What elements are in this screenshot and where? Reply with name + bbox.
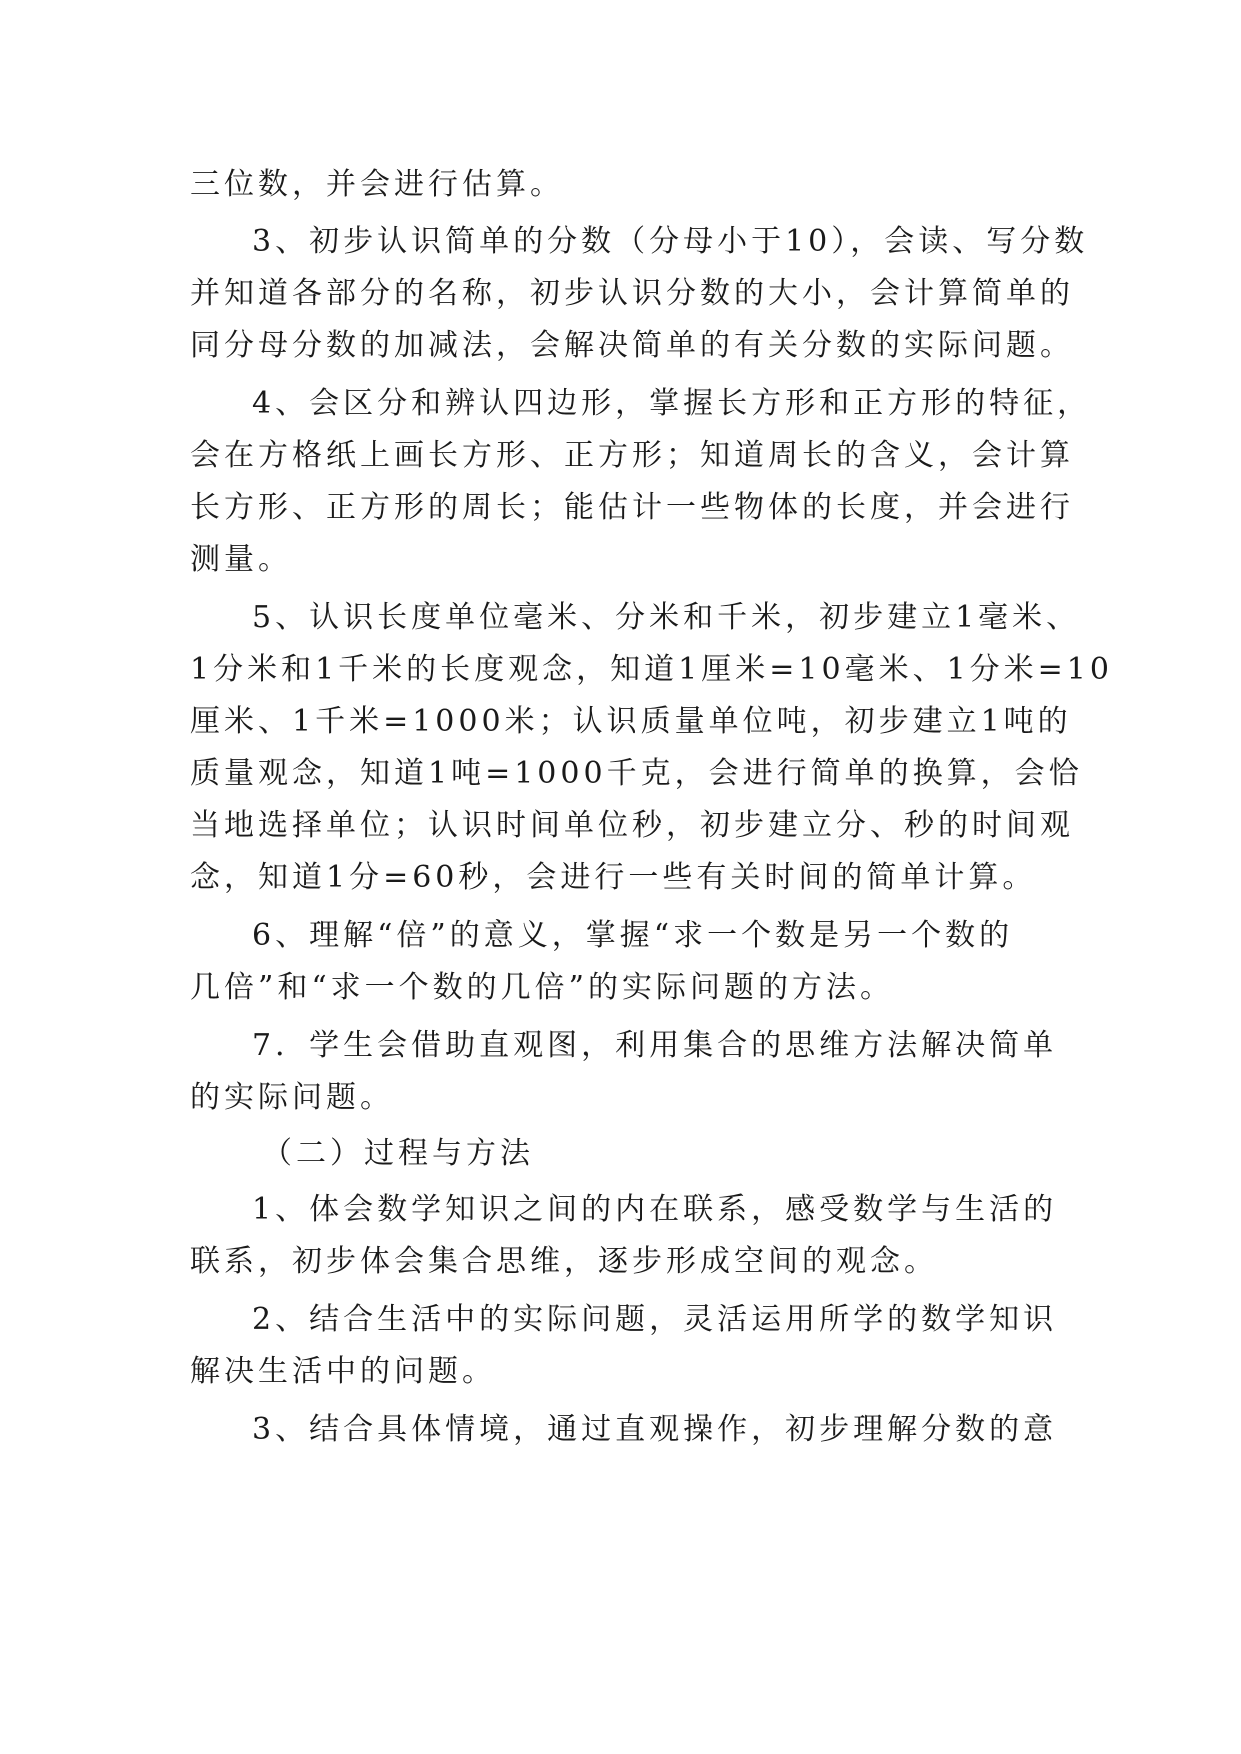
text-line: 5、认识长度单位毫米、分米和千米，初步建立1毫米、: [252, 600, 1081, 635]
text-line: 的实际问题。: [190, 1080, 394, 1115]
text-line: 三位数，并会进行估算。: [190, 167, 564, 202]
text-line: 解决生活中的问题。: [190, 1354, 496, 1389]
text-line: 质量观念，知道1吨=1000千克，会进行简单的换算，会恰: [190, 756, 1083, 791]
text-line: 1、体会数学知识之间的内在联系，感受数学与生活的: [252, 1192, 1058, 1227]
text-line: 7．学生会借助直观图，利用集合的思维方法解决简单: [252, 1028, 1058, 1063]
text-line: 当地选择单位；认识时间单位秒，初步建立分、秒的时间观: [190, 808, 1074, 843]
text-line: 几倍”和“求一个数的几倍”的实际问题的方法。: [190, 970, 895, 1005]
text-line: 3、结合具体情境，通过直观操作，初步理解分数的意: [252, 1412, 1058, 1447]
text-line: 4、会区分和辨认四边形，掌握长方形和正方形的特征，: [252, 386, 1092, 421]
text-line: 联系，初步体会集合思维，逐步形成空间的观念。: [190, 1244, 938, 1279]
text-line: 2、结合生活中的实际问题，灵活运用所学的数学知识: [252, 1302, 1058, 1337]
section-heading: （二）过程与方法: [262, 1136, 534, 1171]
text-line: 会在方格纸上画长方形、正方形；知道周长的含义，会计算: [190, 438, 1074, 473]
text-line: 厘米、1千米=1000米；认识质量单位吨，初步建立1吨的: [190, 704, 1072, 739]
text-line: 并知道各部分的名称，初步认识分数的大小，会计算简单的: [190, 276, 1074, 311]
text-line: 念，知道1分=60秒，会进行一些有关时间的简单计算。: [190, 860, 1037, 895]
text-line: 3、初步认识简单的分数（分母小于10），会读、写分数: [252, 224, 1089, 259]
text-line: 测量。: [190, 542, 292, 577]
text-line: 同分母分数的加减法，会解决简单的有关分数的实际问题。: [190, 328, 1074, 363]
text-line: 6、理解“倍”的意义，掌握“求一个数是另一个数的: [252, 918, 1014, 953]
text-line: 长方形、正方形的周长；能估计一些物体的长度，并会进行: [190, 490, 1074, 525]
text-line: 1分米和1千米的长度观念，知道1厘米=10毫米、1分米=10: [190, 652, 1113, 687]
